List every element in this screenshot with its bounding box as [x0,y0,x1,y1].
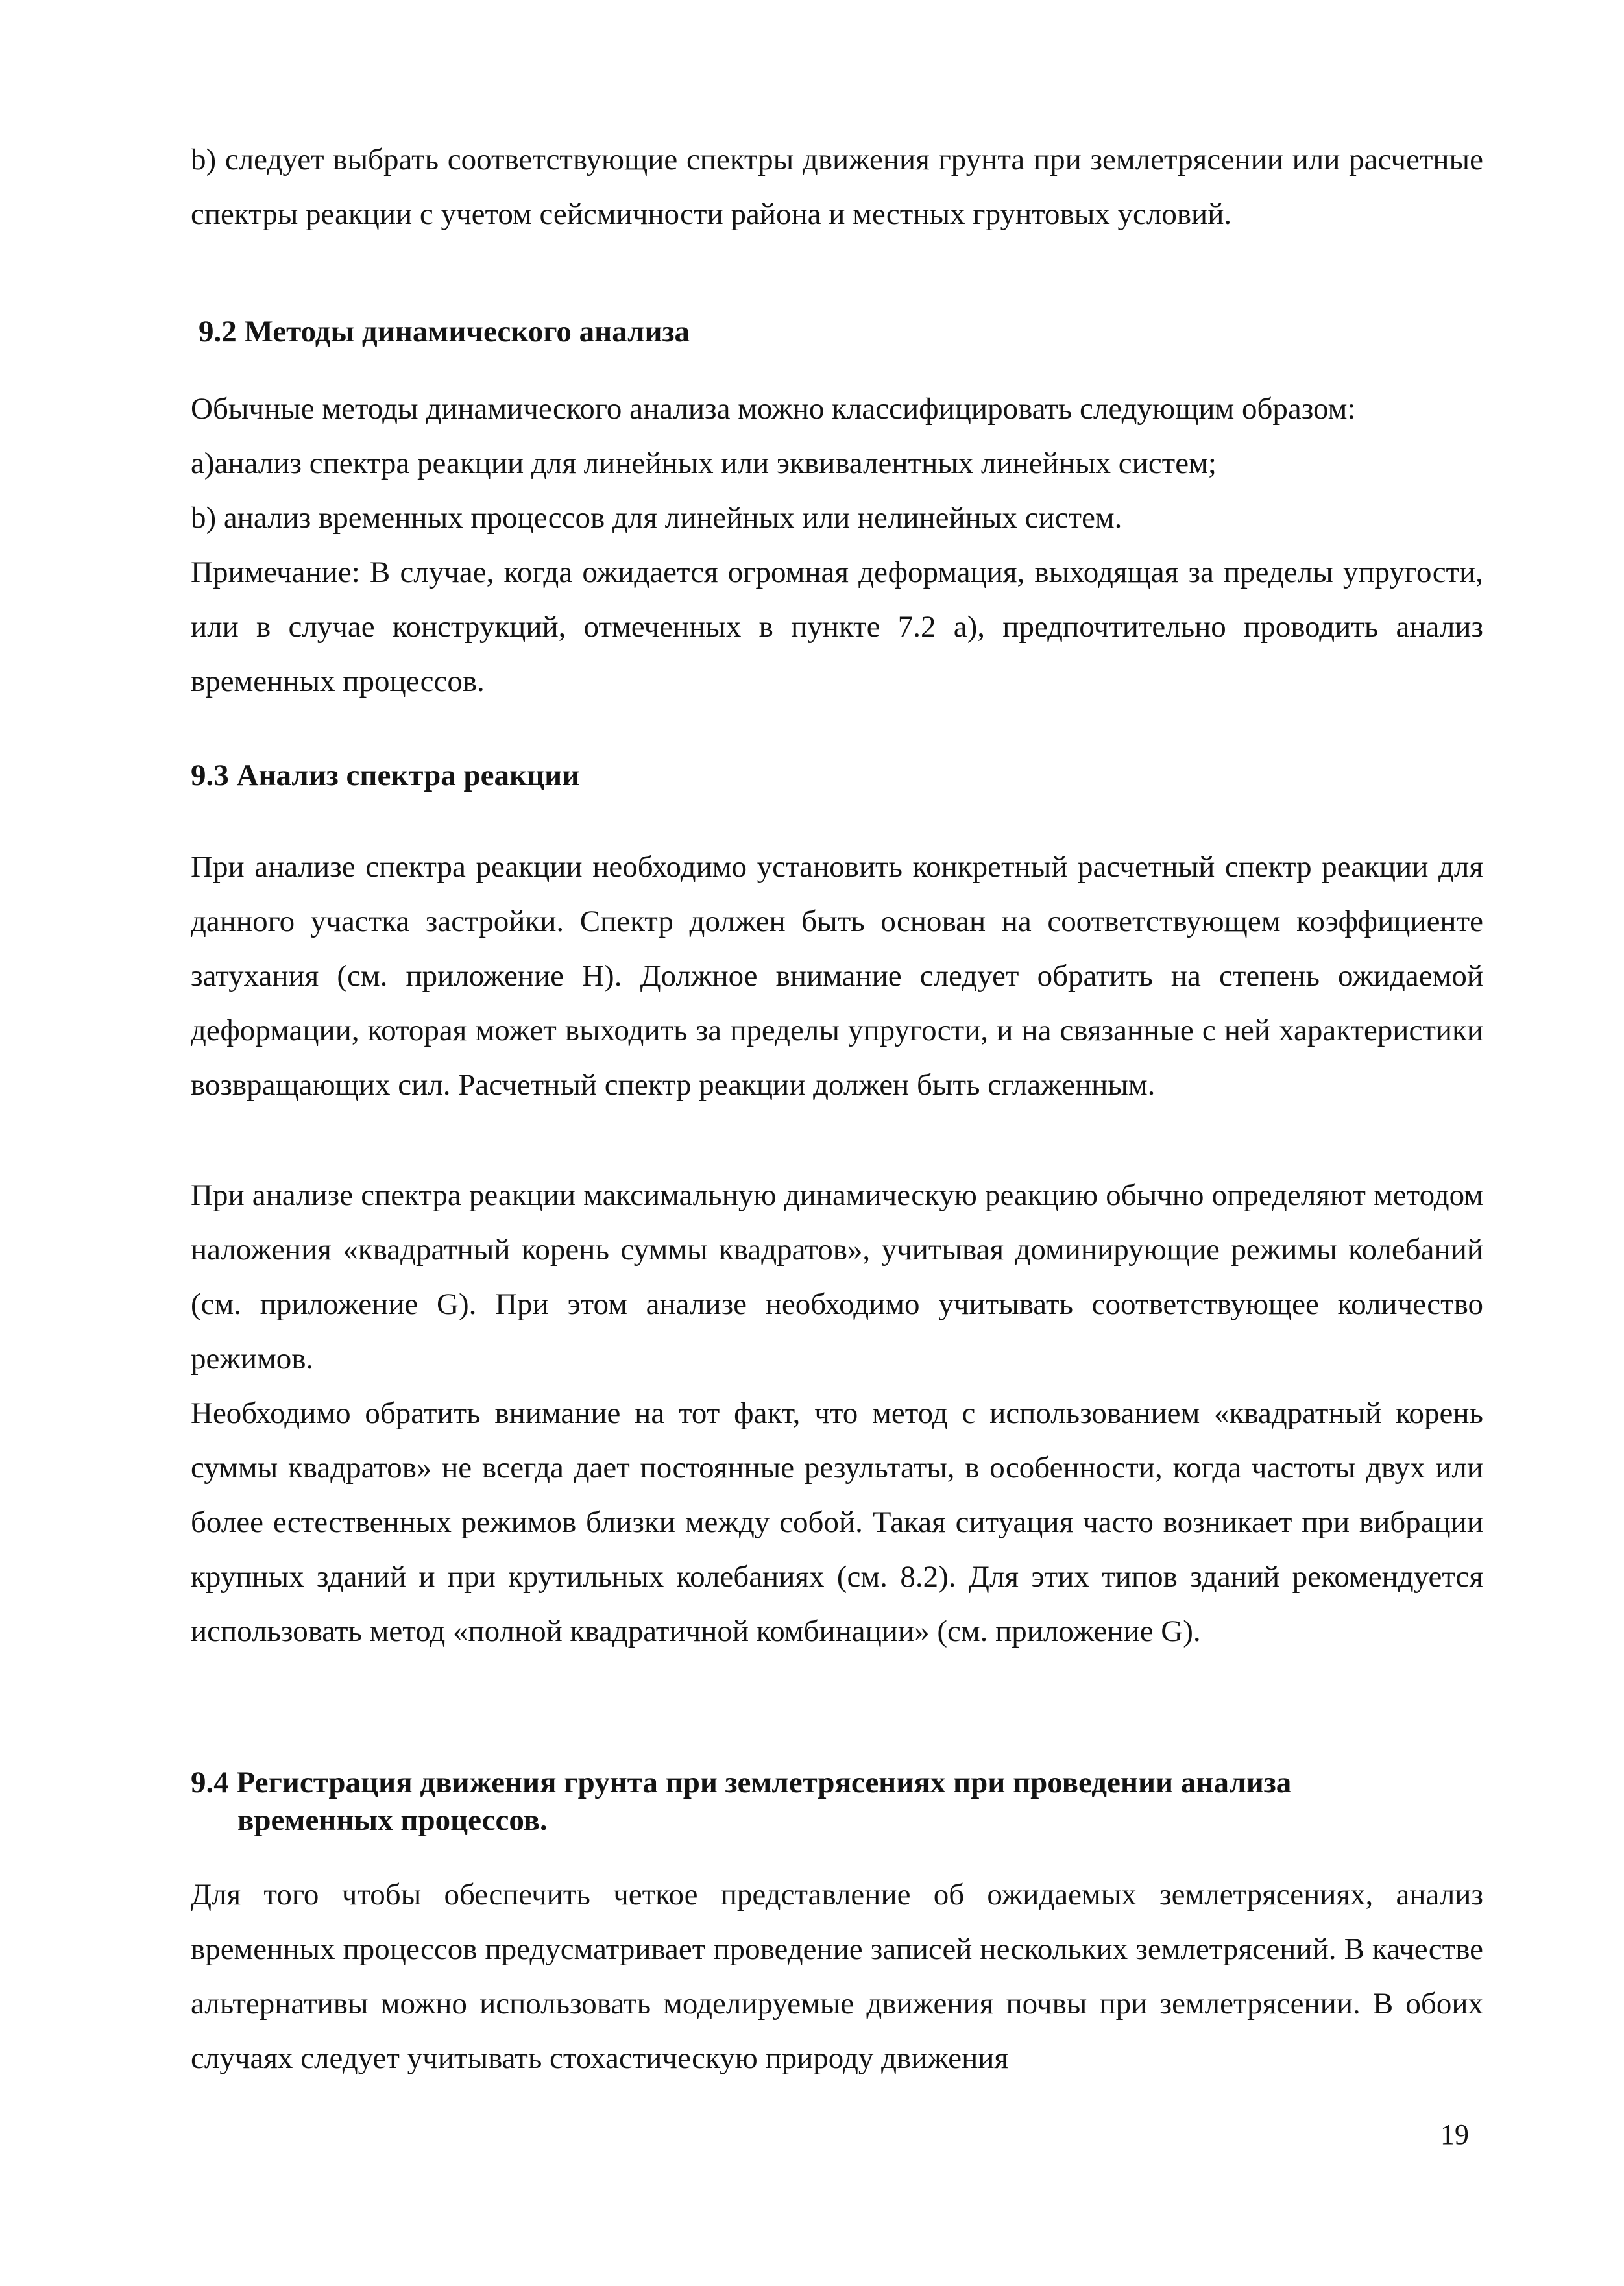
methods-intro-line: Обычные методы динамического анализа можно классифицировать следующим образом: [191,392,1356,426]
method-b-line: b) анализ временных процессов для линейных или нелинейных систем. [191,501,1122,535]
heading-9-4-line-1: 9.4 Регистрация движения грунта при землетрясениях при проведении анализа [191,1766,1292,1799]
note-paragraph: Примечание: В случае, когда ожидается огромная деформация, выходящая за пределы упругости, или в случае конструкций, отмеченных в пункте 7.2 а), предпочтительно проводить анализ временных процессов. [191,555,1483,698]
heading-9-4 [191,1764,1483,1839]
section-9-3-paragraph-3: Необходимо обратить внимание на тот факт, что метод с использованием «квадратный корень суммы квадратов» не всегда дает постоянные результаты, в особенности, когда частоты двух или более естественных режимов близки между собой. Такая ситуация часто возникает при вибрации крупных зданий и при крутильных колебаниях (см. 8.2). Для этих типов зданий рекомендуется использовать метод «полной квадратичной комбинации» (см. приложение G). [191,1396,1483,1648]
section-9-4-paragraph: Для того чтобы обеспечить четкое представление об ожидаемых землетрясениях, анализ временных процессов предусматривает проведение записей нескольких землетрясений. В качестве альтернативы можно использовать моделируемые движения почвы при землетрясении. В обоих случаях следует учитывать стохастическую природу движения [191,1878,1483,2075]
page-number: 19 [1440,2119,1469,2150]
heading-9-4-line-2: временных процессов. [237,1803,548,1837]
intro-paragraph: b) следует выбрать соответствующие спектры движения грунта при землетрясении или расчетные спектры реакции с учетом сейсмичности района и местных грунтовых условий. [191,143,1483,231]
section-9-3-paragraph-1: При анализе спектра реакции необходимо установить конкретный расчетный спектр реакции для данного участка застройки. Спектр должен быть основан на соответствующем коэффициенте затухания (см. приложение Н). Должное внимание следует обратить на степень ожидаемой деформации, которая может выходить за пределы упругости, и на связанные с ней характеристики возвращающих сил. Расчетный спектр реакции должен быть сглаженным. [191,850,1483,1102]
method-a-line: а)анализ спектра реакции для линейных или эквивалентных линейных систем; [191,446,1217,480]
heading-9-3: 9.3 Анализ спектра реакции [191,759,580,792]
section-9-3-paragraph-2: При анализе спектра реакции максимальную динамическую реакцию обычно определяют методом наложения «квадратный корень суммы квадратов», учитывая доминирующие режимы колебаний (см. приложение G). При этом анализе необходимо учитывать соответствующее количество режимов. [191,1178,1483,1376]
heading-9-2: 9.2 Методы динамического анализа [199,315,690,348]
